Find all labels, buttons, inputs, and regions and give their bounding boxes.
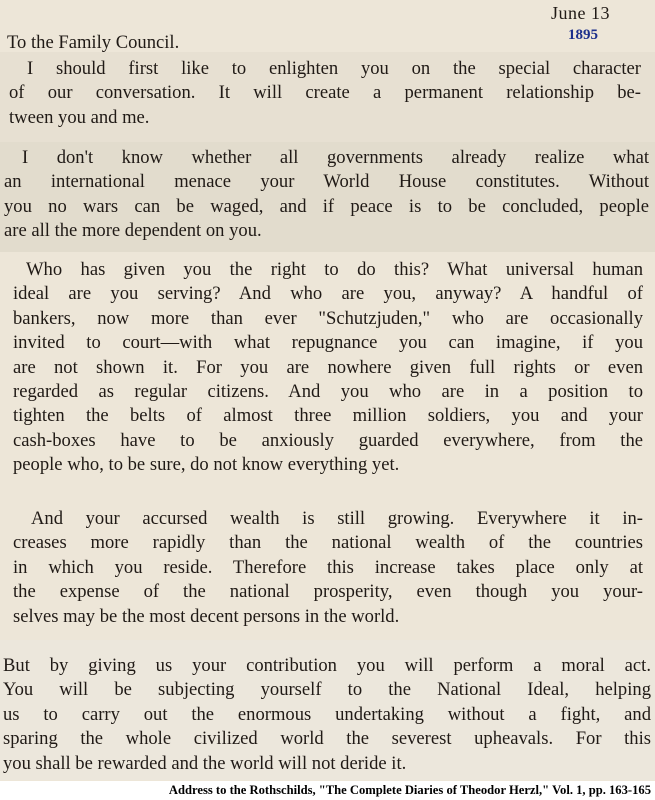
paragraph-5 xyxy=(3,654,651,776)
text-line: bankers, now more than ever "Schutzjuden," who are occasionally xyxy=(13,307,643,329)
text-line: ideal are you serving? And who are you, anyway? A handful of xyxy=(13,283,643,305)
entry-date: June 13 xyxy=(551,3,610,23)
text-line: are all the more dependent on you. xyxy=(4,220,262,242)
paragraph-4 xyxy=(13,507,643,629)
text-line: Who has given you the right to do this? What universal human xyxy=(26,259,643,280)
text-line: an international menace your World House constitutes. Without xyxy=(4,171,649,193)
text-line: you shall be rewarded and the world will not deride it. xyxy=(3,752,407,774)
text-line: in which you reside. Therefore this increase takes place only at xyxy=(13,556,643,578)
salutation xyxy=(7,31,307,55)
text-line: I should first like to enlighten you on the special character xyxy=(27,58,641,79)
entry-year: 1895 xyxy=(568,27,598,43)
text-line: tighten the belts of almost three million soldiers, you and your xyxy=(13,405,643,427)
text-line: are not shown it. For you are nowhere given full rights or even xyxy=(13,356,643,378)
text-line: creases more rapidly than the national wealth of the countries xyxy=(13,532,643,554)
text-line: you no wars can be waged, and if peace is to be concluded, people xyxy=(4,195,649,217)
salutation-text: To the Family Council. xyxy=(7,32,180,53)
source-caption: Address to the Rothschilds, "The Complete Diaries of Theodor Herzl," Vol. 1, pp. 163-165 xyxy=(0,781,655,800)
text-line: people who, to be sure, do not know everything yet. xyxy=(13,454,400,476)
text-line: sparing the whole civilized world the severest upheavals. For this xyxy=(3,728,651,750)
paragraph-2 xyxy=(4,146,649,244)
text-line: regarded as regular citizens. And you who are in a position to xyxy=(13,381,643,403)
text-line: But by giving us your contribution you will perform a moral act. xyxy=(3,655,651,676)
text-line: You will be subjecting yourself to the National Ideal, helping xyxy=(3,679,651,701)
text-line: us to carry out the enormous undertaking without a fight, and xyxy=(3,703,651,725)
paragraph-1 xyxy=(9,57,641,130)
text-line: of our conversation. It will create a permanent relationship be- xyxy=(9,82,641,104)
text-line: I don't know whether all governments already realize what xyxy=(22,147,649,168)
text-line: invited to court—with what repugnance you can imagine, if you xyxy=(13,332,643,354)
text-line: selves may be the most decent persons in the world. xyxy=(13,605,400,627)
text-line: tween you and me. xyxy=(9,106,150,128)
text-line: And your accursed wealth is still growing. Everywhere it in- xyxy=(31,508,643,529)
text-line: cash-boxes have to be anxiously guarded everywhere, from the xyxy=(13,429,643,451)
paragraph-3 xyxy=(13,258,643,478)
text-line: the expense of the national prosperity, even though you your- xyxy=(13,581,643,603)
